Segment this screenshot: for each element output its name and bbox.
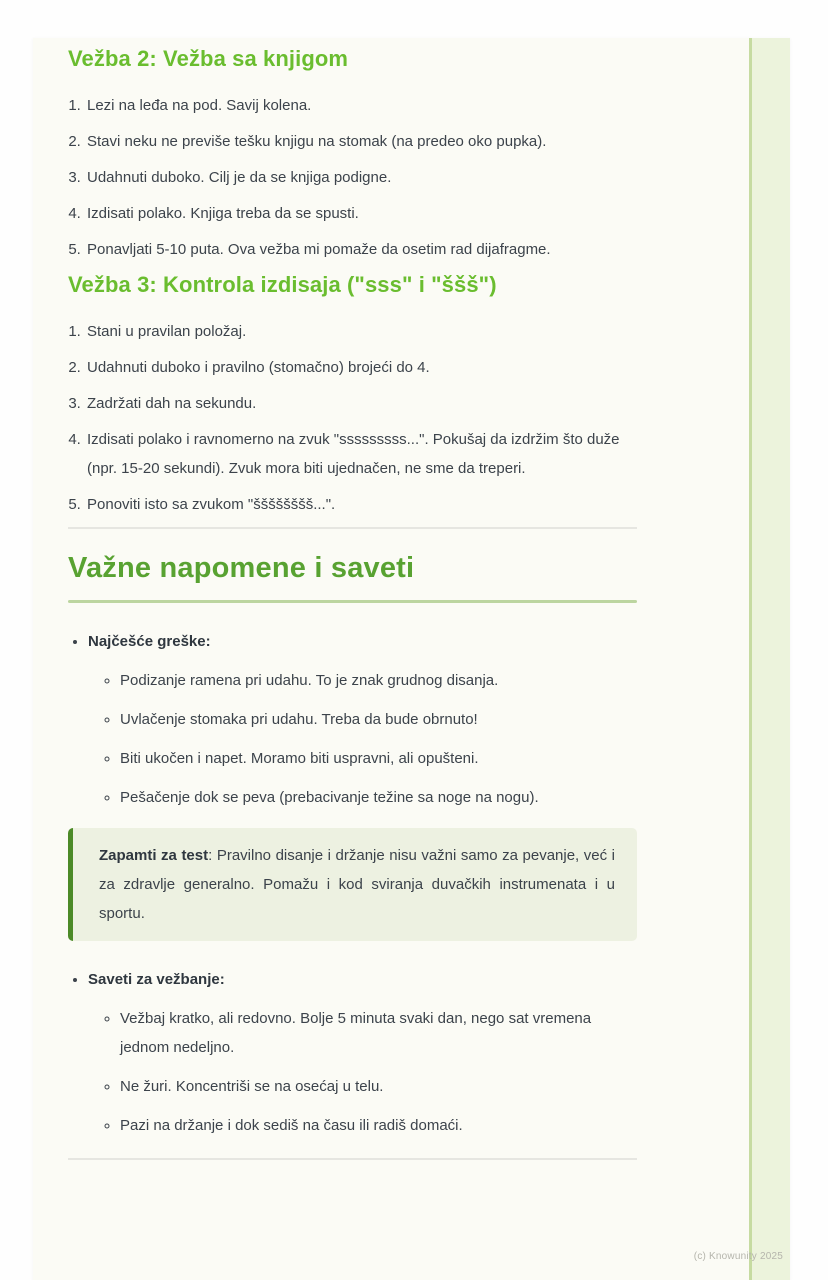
list-item	[88, 965, 637, 1140]
heading-underline	[68, 600, 637, 603]
list-item: 1. Lezi na leđa na pod. Savij kolena.	[85, 91, 637, 120]
greske-label: Najčešće greške:	[88, 633, 211, 650]
list-item: ◦ Pazi na držanje i dok sediš na času ili radiš domaći.	[120, 1111, 637, 1140]
list-item: ◦ Podizanje ramena pri udahu. To je znak grudnog disanja.	[120, 666, 637, 695]
vezba2-steps-list	[68, 91, 637, 264]
page-edge-strip	[749, 38, 790, 1280]
list-item: 5. Ponavljati 5-10 puta. Ova vežba mi pomaže da osetim rad dijafragme.	[85, 235, 637, 264]
list-item: 5. Ponoviti isto sa zvukom "šššššššš...".	[85, 490, 637, 519]
list-item: ◦ Vežbaj kratko, ali redovno. Bolje 5 minuta svaki dan, nego sat vremena jednom nedeljno.	[120, 1004, 637, 1062]
list-item: ◦ Biti ukočen i napet. Moramo biti uspravni, ali opušteni.	[120, 744, 637, 773]
callout-text: : Pravilno disanje i držanje nisu važni samo za pevanje, već i za zdravlje generalno. Pomažu i kod sviranja duvačkih instrumenata i u sportu.	[99, 847, 615, 922]
footer-divider	[68, 1158, 637, 1160]
list-item: 3. Zadržati dah na sekundu.	[85, 389, 637, 418]
list-item: ◦ Uvlačenje stomaka pri udahu. Treba da bude obrnuto!	[120, 705, 637, 734]
saveti-label: Saveti za vežbanje:	[88, 971, 225, 988]
vezba3-steps-list	[68, 317, 637, 519]
section-title-vezba3: Vežba 3: Kontrola izdisaja ("sss" i "ššš")	[68, 272, 497, 297]
document-page	[33, 38, 790, 1280]
section-divider	[68, 527, 637, 529]
saveti-sub-list	[88, 1004, 637, 1140]
greske-sub-list	[88, 666, 637, 812]
list-item: ◦ Pešačenje dok se peva (prebacivanje težine sa noge na nogu).	[120, 783, 637, 812]
page-content	[33, 38, 790, 1280]
list-item: 1. Stani u pravilan položaj.	[85, 317, 637, 346]
list-item	[88, 627, 637, 812]
section-title-napomene: Važne napomene i saveti	[68, 552, 415, 584]
list-item: 4. Izdisati polako i ravnomerno na zvuk "sssssssss...". Pokušaj da izdržim što duže (npr. 15-20 sekundi). Zvuk mora biti ujednačen, ne sme da treperi.	[85, 425, 637, 483]
section-title-vezba2: Vežba 2: Vežba sa knjigom	[68, 46, 349, 71]
remember-for-test-callout	[68, 828, 637, 941]
copyright-footer: (c) Knowunity 2025	[693, 1251, 783, 1262]
list-item: 3. Udahnuti duboko. Cilj je da se knjiga podigne.	[85, 163, 637, 192]
saveti-list	[68, 965, 637, 1140]
list-item: 2. Stavi neku ne previše tešku knjigu na stomak (na predeo oko pupka).	[85, 127, 637, 156]
list-item: 4. Izdisati polako. Knjiga treba da se spusti.	[85, 199, 637, 228]
list-item: 2. Udahnuti duboko i pravilno (stomačno) brojeći do 4.	[85, 353, 637, 382]
callout-bold-label: Zapamti za test	[99, 847, 209, 864]
list-item: ◦ Ne žuri. Koncentriši se na osećaj u telu.	[120, 1072, 637, 1101]
greske-list	[68, 627, 637, 812]
